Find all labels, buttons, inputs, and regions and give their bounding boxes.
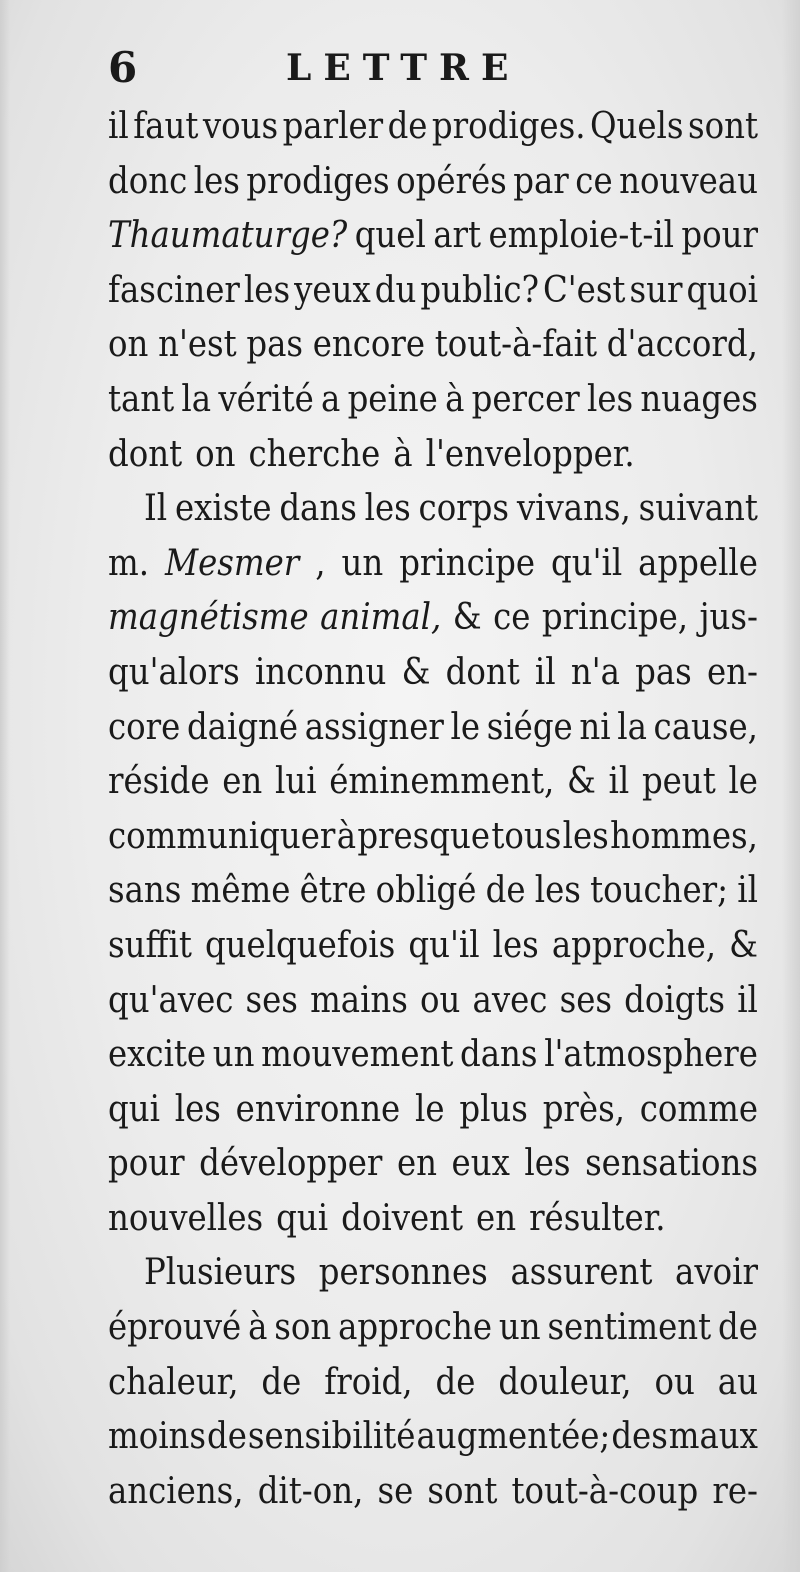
word: peut bbox=[641, 761, 716, 803]
word: & bbox=[729, 924, 758, 966]
word: à bbox=[445, 378, 465, 420]
text-line bbox=[108, 646, 758, 701]
word: vous bbox=[202, 106, 279, 147]
word: doigts bbox=[624, 979, 726, 1021]
word: personnes bbox=[318, 1252, 488, 1294]
word: ou bbox=[654, 1361, 695, 1403]
text-line bbox=[108, 1410, 758, 1465]
text-line bbox=[108, 810, 758, 865]
word: core bbox=[108, 706, 181, 748]
word: pour bbox=[108, 1143, 185, 1185]
word: il bbox=[737, 870, 758, 912]
text-line bbox=[108, 482, 758, 537]
page-header bbox=[108, 38, 748, 98]
word: son bbox=[274, 1307, 332, 1349]
word: pour bbox=[681, 215, 758, 257]
word: de bbox=[207, 1416, 247, 1458]
word: qui bbox=[276, 1197, 329, 1239]
word: animal, bbox=[320, 597, 442, 639]
text-line bbox=[108, 318, 758, 373]
word: parler bbox=[282, 106, 384, 147]
word: il bbox=[534, 651, 556, 693]
word: prodiges. bbox=[431, 106, 586, 147]
word: nuages bbox=[640, 378, 758, 420]
page-number: 6 bbox=[108, 43, 138, 92]
word: résulter. bbox=[529, 1197, 666, 1239]
word: peine bbox=[347, 378, 438, 420]
word: la bbox=[181, 378, 212, 420]
word: pas bbox=[635, 651, 692, 693]
word: sur bbox=[629, 269, 683, 311]
word: re- bbox=[712, 1470, 758, 1512]
word: qui bbox=[108, 1088, 160, 1130]
word: Thaumaturge? bbox=[108, 215, 348, 257]
word: dit-on, bbox=[257, 1470, 364, 1512]
word: augmentée; bbox=[416, 1416, 611, 1458]
text-line bbox=[108, 428, 758, 483]
word: faut bbox=[133, 106, 199, 147]
word: qu'il bbox=[408, 924, 480, 966]
word: le bbox=[450, 706, 481, 748]
word: près, bbox=[542, 1088, 625, 1130]
text-line bbox=[108, 591, 758, 646]
word: il bbox=[108, 106, 129, 147]
word: a bbox=[321, 378, 341, 420]
word: qu'il bbox=[550, 542, 623, 584]
word: sans bbox=[108, 870, 182, 912]
word: quoi bbox=[686, 269, 758, 311]
word: C'est bbox=[542, 269, 626, 311]
word: de bbox=[261, 1361, 302, 1403]
word: les bbox=[243, 269, 291, 311]
word: réside bbox=[108, 761, 210, 803]
word: toucher; bbox=[590, 870, 729, 912]
word: en- bbox=[706, 651, 758, 693]
word: en bbox=[222, 761, 263, 803]
word: moins bbox=[108, 1416, 207, 1458]
word: à bbox=[248, 1307, 268, 1349]
word: principe, bbox=[541, 597, 689, 639]
word: art bbox=[433, 215, 482, 257]
word: froid, bbox=[324, 1361, 413, 1403]
word: approche bbox=[338, 1307, 492, 1349]
word: un bbox=[212, 1034, 255, 1076]
word: suffit bbox=[108, 924, 192, 966]
word: il bbox=[737, 979, 758, 1021]
word: lui bbox=[274, 761, 317, 803]
word: assigner bbox=[304, 706, 444, 748]
word: Plusieurs bbox=[144, 1252, 297, 1294]
text-line bbox=[108, 1192, 758, 1247]
word: & bbox=[452, 597, 482, 639]
word: pas bbox=[246, 324, 304, 366]
text-line bbox=[108, 1465, 758, 1520]
word: n'est bbox=[158, 324, 237, 366]
word: développer bbox=[199, 1143, 383, 1185]
word: d'accord, bbox=[606, 324, 758, 366]
text-line bbox=[108, 755, 758, 810]
page-edge-shadow-right bbox=[782, 0, 800, 1572]
word: en bbox=[396, 1143, 437, 1185]
word: se bbox=[377, 1470, 414, 1512]
word: Il bbox=[144, 488, 168, 530]
word: dans bbox=[460, 1034, 538, 1076]
word: environne bbox=[235, 1088, 401, 1130]
word: eux bbox=[451, 1143, 510, 1185]
word: par bbox=[513, 160, 569, 202]
word: tout-à-coup bbox=[511, 1470, 699, 1512]
word: les bbox=[562, 815, 609, 857]
word: tout-à-fait bbox=[434, 324, 597, 366]
word: approche, bbox=[551, 924, 717, 966]
text-line bbox=[108, 1137, 758, 1192]
word: Mesmer bbox=[164, 542, 300, 584]
word: avoir bbox=[675, 1252, 758, 1294]
text-line bbox=[108, 1356, 758, 1411]
word: comme bbox=[639, 1088, 758, 1130]
word: qu'alors bbox=[108, 651, 240, 693]
word: obligé bbox=[375, 870, 477, 912]
word: principe bbox=[399, 542, 536, 584]
text-line bbox=[108, 100, 758, 155]
word: maux bbox=[668, 1416, 758, 1458]
word: même bbox=[190, 870, 291, 912]
text-line bbox=[108, 701, 758, 756]
word: public? bbox=[420, 269, 539, 311]
word: communiquer bbox=[108, 815, 336, 857]
word: donc bbox=[108, 160, 188, 202]
word: ce bbox=[493, 597, 531, 639]
word: opérés bbox=[396, 160, 507, 202]
word: du bbox=[374, 269, 417, 311]
word: un bbox=[498, 1307, 541, 1349]
word: mouvement bbox=[261, 1034, 454, 1076]
word: mains bbox=[310, 979, 408, 1021]
text-line bbox=[108, 264, 758, 319]
word: emploie-t-il bbox=[488, 215, 674, 257]
text-line bbox=[108, 1028, 758, 1083]
word: dont bbox=[108, 433, 183, 475]
word: quel bbox=[354, 215, 426, 257]
word: & bbox=[566, 761, 596, 803]
word: encore bbox=[312, 324, 426, 366]
word: n'a bbox=[570, 651, 620, 693]
word: tous bbox=[491, 815, 562, 857]
text-body bbox=[108, 100, 758, 1519]
word: les bbox=[587, 378, 634, 420]
word: on bbox=[108, 324, 149, 366]
word: ses bbox=[245, 979, 298, 1021]
word: douleur, bbox=[498, 1361, 632, 1403]
word: les bbox=[174, 1088, 221, 1130]
word: yeux bbox=[294, 269, 371, 311]
running-head: LETTRE bbox=[286, 47, 521, 89]
word: de bbox=[485, 870, 526, 912]
word: corps bbox=[418, 488, 510, 530]
word: à bbox=[393, 433, 413, 475]
word: l'envelopper. bbox=[425, 433, 635, 475]
word: sont bbox=[687, 106, 758, 147]
page-edge-shadow-left bbox=[0, 0, 10, 1572]
word: la bbox=[617, 706, 647, 748]
word: éminemment, bbox=[329, 761, 555, 803]
text-line bbox=[108, 1246, 758, 1301]
word: suivant bbox=[638, 488, 758, 530]
word: un bbox=[341, 542, 384, 584]
word: au bbox=[717, 1361, 758, 1403]
word: sensations bbox=[585, 1143, 758, 1185]
word: vivans, bbox=[516, 488, 631, 530]
word: & bbox=[401, 651, 431, 693]
word: , bbox=[315, 542, 326, 584]
word: de bbox=[387, 106, 428, 147]
word: les bbox=[364, 488, 411, 530]
word: m. bbox=[108, 542, 149, 584]
word: doivent bbox=[341, 1197, 464, 1239]
word: existe bbox=[174, 488, 272, 530]
word: daigné bbox=[186, 706, 299, 748]
word: sont bbox=[427, 1470, 498, 1512]
word: en bbox=[476, 1197, 517, 1239]
word: inconnu bbox=[254, 651, 387, 693]
word: ni bbox=[579, 706, 611, 748]
word: magnétisme bbox=[108, 597, 309, 639]
word: l'atmosphere bbox=[544, 1034, 758, 1076]
word: percer bbox=[471, 378, 580, 420]
word: prodiges bbox=[246, 160, 390, 202]
word: sensibilité bbox=[247, 1416, 416, 1458]
word: chaleur, bbox=[108, 1361, 239, 1403]
word: appelle bbox=[638, 542, 758, 584]
word: avec bbox=[472, 979, 548, 1021]
word: le bbox=[728, 761, 758, 803]
word: vérité bbox=[218, 378, 314, 420]
word: le bbox=[415, 1088, 445, 1130]
word: anciens, bbox=[108, 1470, 244, 1512]
word: dont bbox=[445, 651, 520, 693]
word: plus bbox=[459, 1088, 528, 1130]
word: jus- bbox=[699, 597, 758, 639]
text-line bbox=[108, 1301, 758, 1356]
word: fasciner bbox=[108, 269, 240, 311]
word: ses bbox=[559, 979, 612, 1021]
word: cause, bbox=[653, 706, 758, 748]
word: de bbox=[435, 1361, 476, 1403]
text-line bbox=[108, 864, 758, 919]
word: dans bbox=[279, 488, 357, 530]
text-line bbox=[108, 373, 758, 428]
text-line bbox=[108, 209, 758, 264]
word: des bbox=[611, 1416, 668, 1458]
word: de bbox=[718, 1307, 758, 1349]
word: siége bbox=[486, 706, 573, 748]
word: presque bbox=[357, 815, 491, 857]
word: ce bbox=[575, 160, 613, 202]
word: les bbox=[524, 1143, 571, 1185]
word: hommes, bbox=[610, 815, 758, 857]
text-line bbox=[108, 919, 758, 974]
word: les bbox=[534, 870, 581, 912]
word: les bbox=[492, 924, 539, 966]
word: excite bbox=[108, 1034, 207, 1076]
word: tant bbox=[108, 378, 175, 420]
word: à bbox=[336, 815, 356, 857]
word: ou bbox=[420, 979, 461, 1021]
word: être bbox=[299, 870, 367, 912]
word: nouveau bbox=[619, 160, 758, 202]
word: on bbox=[195, 433, 236, 475]
word: Quels bbox=[589, 106, 684, 147]
word: les bbox=[193, 160, 240, 202]
word: assurent bbox=[510, 1252, 653, 1294]
word: il bbox=[608, 761, 630, 803]
word: cherche bbox=[248, 433, 381, 475]
word: qu'avec bbox=[108, 979, 234, 1021]
text-line bbox=[108, 1083, 758, 1138]
word: quelquefois bbox=[204, 924, 396, 966]
text-line bbox=[108, 155, 758, 210]
text-line bbox=[108, 537, 758, 592]
word: sentiment bbox=[547, 1307, 712, 1349]
word: nouvelles bbox=[108, 1197, 264, 1239]
word: éprouvé bbox=[108, 1307, 242, 1349]
text-line bbox=[108, 974, 758, 1029]
